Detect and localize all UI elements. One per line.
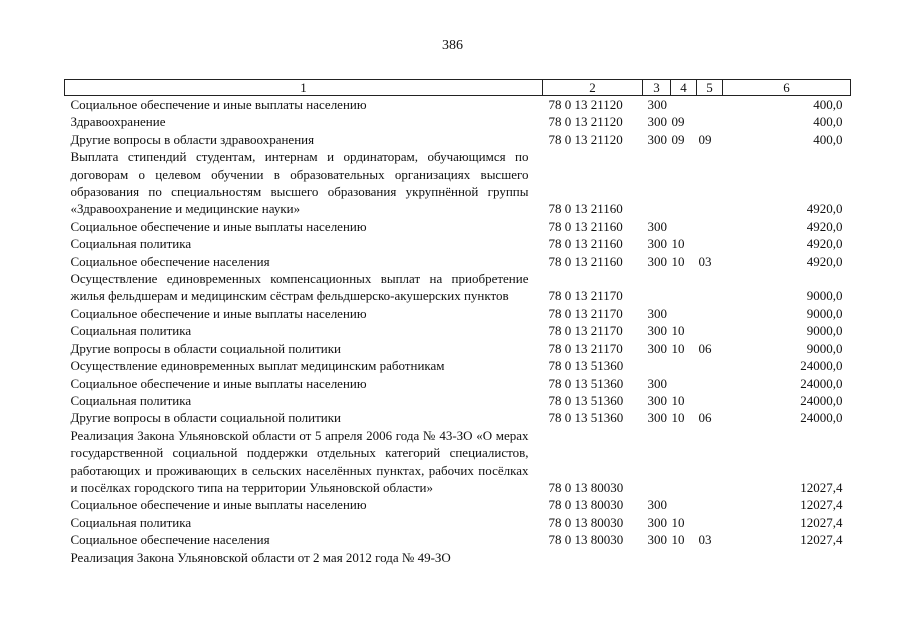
row-code: 78 0 13 21170: [548, 305, 623, 321]
row-section: 09: [671, 114, 685, 130]
row-amount: 4920,0: [806, 253, 843, 269]
row-subsection: [697, 270, 723, 305]
table-row: [65, 131, 851, 148]
row-name: Реализация Закона Ульяновской области от 5 апреля 2006 года № 43-ЗО «О мерах государственной социальной поддержки отдельных категорий специалистов, работающих и проживающих в сельских населённых пунктах, рабочих посёлках и посёлках городского типа на территории Ульяновской области»: [70, 427, 529, 495]
row-section: [671, 357, 697, 374]
row-code: 78 0 13 51360: [548, 358, 624, 374]
row-expense-group: 300: [647, 514, 667, 530]
row-section: 10: [671, 253, 685, 269]
row-subsection: [697, 496, 723, 513]
row-section: [671, 218, 697, 235]
table-row: [65, 305, 851, 322]
table-header: [65, 80, 851, 96]
row-amount: 400,0: [813, 114, 843, 130]
row-subsection: [697, 96, 723, 114]
row-section: 10: [671, 323, 685, 339]
row-expense-group: [643, 427, 671, 497]
table-row: [65, 392, 851, 409]
row-expense-group: 300: [647, 375, 667, 391]
row-subsection: [697, 427, 723, 497]
header-col-amount: 6: [723, 80, 851, 96]
row-name: Социальная политика: [70, 392, 192, 408]
row-amount: 12027,4: [800, 532, 843, 548]
row-expense-group: 300: [647, 497, 667, 513]
row-section: [671, 549, 697, 566]
budget-table: [64, 79, 851, 566]
row-subsection: [697, 392, 723, 409]
row-expense-group: 300: [647, 97, 667, 112]
header-col-group: 3: [643, 80, 671, 96]
row-name: Социальное обеспечение и иные выплаты населению: [70, 497, 367, 513]
row-expense-group: 300: [647, 114, 667, 130]
row-section: [671, 96, 697, 114]
row-name: Другие вопросы в области социальной политики: [70, 340, 341, 356]
row-code: 78 0 13 21170: [548, 323, 623, 339]
row-amount: 9000,0: [806, 340, 843, 356]
row-name: Социальное обеспечение и иные выплаты населению: [70, 375, 367, 391]
row-amount: 24000,0: [800, 410, 843, 426]
row-section: 10: [671, 392, 685, 408]
row-subsection: [697, 235, 723, 252]
table-row: [65, 235, 851, 252]
row-code: 78 0 13 21120: [548, 97, 623, 112]
table-row: [65, 409, 851, 426]
row-amount: 400,0: [813, 131, 843, 147]
row-name: Другие вопросы в области здравоохранения: [70, 131, 315, 147]
row-amount: 12027,4: [800, 497, 843, 513]
row-section: [671, 305, 697, 322]
row-expense-group: [643, 357, 671, 374]
row-expense-group: 300: [647, 532, 667, 548]
header-col-name: 1: [65, 80, 543, 96]
page-number: 386: [442, 38, 463, 53]
row-name: Социальное обеспечение и иные выплаты населению: [70, 218, 367, 234]
row-code: [543, 549, 643, 566]
row-subsection: [697, 357, 723, 374]
table-row: [65, 531, 851, 548]
row-amount: 4920,0: [806, 236, 843, 252]
row-expense-group: 300: [647, 253, 667, 269]
row-section: 10: [671, 532, 685, 548]
row-subsection: [697, 322, 723, 339]
row-section: 09: [671, 131, 685, 147]
row-code: 78 0 13 21170: [548, 288, 623, 304]
table-row: [65, 357, 851, 374]
row-expense-group: 300: [647, 340, 667, 356]
table-row: [65, 514, 851, 531]
row-subsection: 03: [698, 253, 712, 269]
row-amount: 24000,0: [800, 375, 843, 391]
row-amount: 9000,0: [806, 288, 843, 304]
row-expense-group: 300: [647, 323, 667, 339]
row-code: 78 0 13 80030: [548, 532, 624, 548]
row-name: Другие вопросы в области социальной политики: [70, 410, 341, 426]
row-code: 78 0 13 21160: [548, 201, 623, 217]
row-expense-group: 300: [647, 410, 667, 426]
row-code: 78 0 13 51360: [548, 410, 624, 426]
row-amount: 12027,4: [800, 514, 843, 530]
row-subsection: 06: [698, 410, 712, 426]
table-row: [65, 96, 851, 114]
row-section: 10: [671, 410, 685, 426]
row-code: 78 0 13 21120: [548, 114, 623, 130]
row-section: [671, 148, 697, 218]
row-subsection: [697, 218, 723, 235]
row-code: 78 0 13 80030: [548, 514, 624, 530]
row-expense-group: 300: [647, 131, 667, 147]
table-row: [65, 496, 851, 513]
table-row: [65, 270, 851, 305]
row-amount: 4920,0: [806, 201, 843, 217]
row-section: [671, 375, 697, 392]
row-code: 78 0 13 21160: [548, 236, 623, 252]
row-subsection: [697, 375, 723, 392]
row-code: 78 0 13 51360: [548, 375, 624, 391]
row-subsection: [697, 305, 723, 322]
table-row: [65, 340, 851, 357]
row-name: Осуществление единовременных компенсационных выплат на приобретение жилья фельдшерам и медицинским сёстрам фельдшерско-акушерских пунктов: [70, 271, 529, 304]
row-name: Социальное обеспечение населения: [70, 532, 270, 548]
table-row: [65, 148, 851, 218]
header-row: [65, 80, 851, 96]
row-subsection: 09: [698, 131, 712, 147]
row-subsection: [697, 549, 723, 566]
table-row: [65, 113, 851, 130]
row-amount: 12027,4: [800, 479, 843, 495]
row-subsection: [697, 148, 723, 218]
row-expense-group: 300: [647, 236, 667, 252]
row-amount: 9000,0: [806, 305, 843, 321]
row-section: 10: [671, 236, 685, 252]
table-body: [65, 96, 851, 566]
table-row: [65, 549, 851, 566]
row-section: 10: [671, 340, 685, 356]
header-col-subsection: 5: [697, 80, 723, 96]
row-subsection: 06: [698, 340, 712, 356]
row-amount: 24000,0: [800, 358, 843, 374]
table-row: [65, 427, 851, 497]
row-name: Реализация Закона Ульяновской области от 2 мая 2012 года № 49-ЗО: [70, 549, 451, 565]
row-expense-group: [643, 148, 671, 218]
row-code: 78 0 13 80030: [548, 479, 624, 495]
row-expense-group: [643, 270, 671, 305]
row-section: 10: [671, 514, 685, 530]
row-code: 78 0 13 21160: [548, 253, 623, 269]
row-expense-group: 300: [647, 218, 667, 234]
row-code: 78 0 13 21170: [548, 340, 623, 356]
row-expense-group: 300: [647, 305, 667, 321]
row-name: Социальная политика: [70, 514, 192, 530]
row-code: 78 0 13 51360: [548, 392, 624, 408]
row-section: [671, 496, 697, 513]
row-name: Выплата стипендий студентам, интернам и ординаторам, обучающимся по договорам о целевом обучении в образовательных организациях высшего образования по специальностям высшего образования укрупнённой группы «Здравоохранение и медицинские науки»: [70, 149, 529, 217]
row-name: Социальная политика: [70, 236, 192, 252]
row-name: Осуществление единовременных выплат медицинским работникам: [70, 358, 445, 374]
row-amount: 4920,0: [806, 218, 843, 234]
row-amount: 24000,0: [800, 392, 843, 408]
header-col-code: 2: [543, 80, 643, 96]
row-name: Социальное обеспечение населения: [70, 253, 270, 269]
row-name: Здравоохранение: [70, 114, 166, 130]
row-code: 78 0 13 21120: [548, 131, 623, 147]
row-amount: 9000,0: [806, 323, 843, 339]
row-name: Социальное обеспечение и иные выплаты населению: [70, 97, 367, 112]
table-row: [65, 322, 851, 339]
row-expense-group: [643, 549, 671, 566]
row-subsection: [697, 113, 723, 130]
row-section: [671, 427, 697, 497]
row-name: Социальная политика: [70, 323, 192, 339]
row-expense-group: 300: [647, 392, 667, 408]
row-amount: 400,0: [813, 97, 843, 112]
table-row: [65, 218, 851, 235]
table-row: [65, 253, 851, 270]
row-amount: [723, 549, 851, 566]
row-name: Социальное обеспечение и иные выплаты населению: [70, 305, 367, 321]
row-subsection: [697, 514, 723, 531]
table-row: [65, 375, 851, 392]
row-code: 78 0 13 80030: [548, 497, 624, 513]
header-col-section: 4: [671, 80, 697, 96]
row-section: [671, 270, 697, 305]
row-code: 78 0 13 21160: [548, 218, 623, 234]
row-subsection: 03: [698, 532, 712, 548]
